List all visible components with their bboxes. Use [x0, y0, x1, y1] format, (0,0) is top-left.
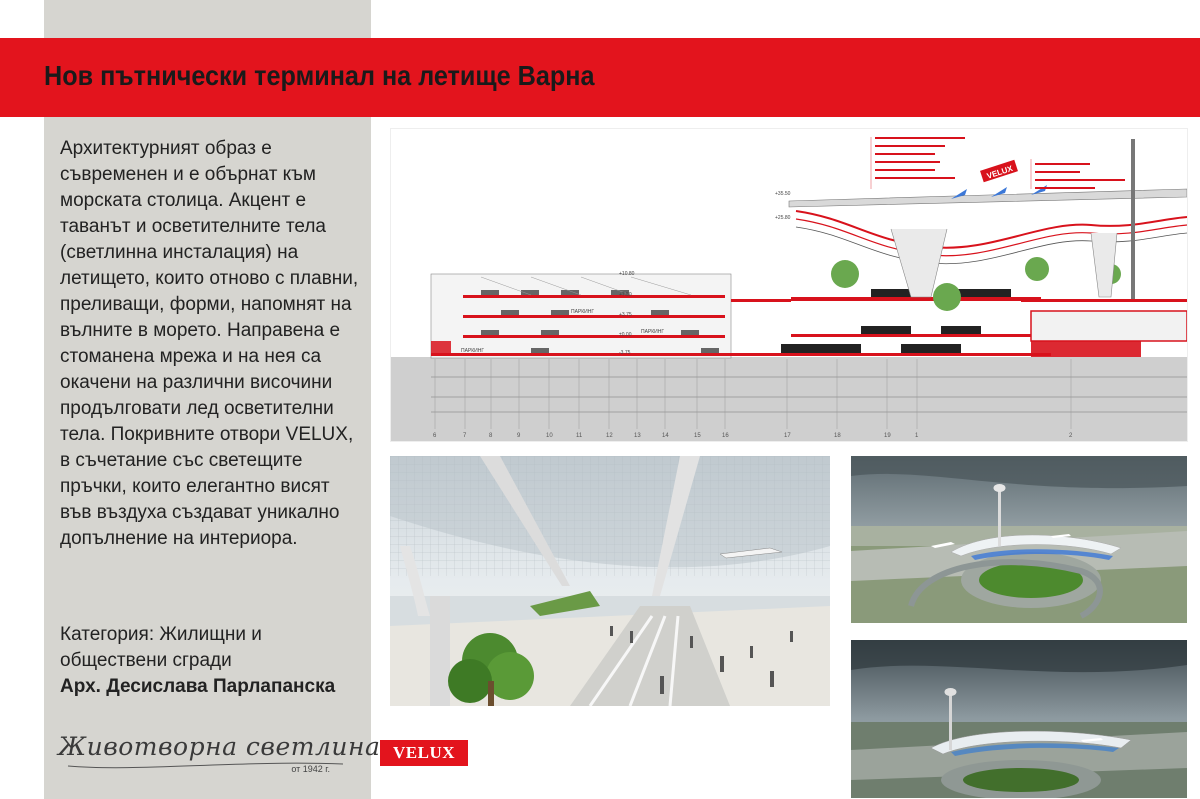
axis-label: 19 — [884, 433, 891, 439]
axis-label: 6 — [433, 433, 437, 439]
signature-since: от 1942 г. — [291, 764, 330, 774]
axis-label: 12 — [606, 433, 613, 439]
category-line-1: Категория: Жилищни и — [60, 624, 262, 645]
level-label: +35.50 — [775, 191, 791, 197]
axis-label: 8 — [489, 433, 493, 439]
level-label: -3.75 — [619, 350, 631, 356]
level-label: +25.80 — [775, 215, 791, 221]
title-banner — [0, 38, 1200, 117]
parking-label: ПАРКИНГ — [461, 348, 485, 354]
cross-section-drawing — [390, 128, 1188, 442]
category-line-2: обществени сгради — [60, 650, 232, 671]
project-description: Архитектурният образ е съвременен и е обърнат към морската столица. Акцент е таванът и осветителните тела (светлинна инсталация) на летището, които отново с плавни, преливащи, форми, напомнят на вълните в морето. Направена е стоманена мрежа и на нея са окачени на различни височини продълговати лед осветителни тела. Покривните отвори VELUX, в съчетание със светещите пръчки, които елегантно висят във въздуха създават уникално допълнение на интериора. — [60, 138, 359, 549]
level-label: +10.80 — [619, 271, 635, 277]
axis-label: 2 — [1069, 433, 1073, 439]
axis-label: 11 — [576, 433, 583, 439]
axis-label: 18 — [834, 433, 841, 439]
level-label: ±0.00 — [619, 332, 632, 338]
level-label: +7.50 — [619, 292, 632, 298]
axis-label: 14 — [662, 433, 669, 439]
axis-label: 17 — [784, 433, 791, 439]
project-credits — [60, 622, 360, 700]
signature-script: Животворна светлина — [58, 732, 381, 761]
parking-label: ПАРКИНГ — [641, 329, 665, 335]
aerial-rendering-2 — [851, 640, 1187, 798]
axis-label: 9 — [517, 433, 521, 439]
velux-logo: VELUX — [380, 740, 468, 766]
axis-label: 16 — [722, 433, 729, 439]
ground-fill — [391, 357, 1187, 441]
level-label: +3.75 — [619, 312, 632, 318]
axis-label: 15 — [694, 433, 701, 439]
signature-logo — [58, 728, 381, 788]
axis-label: 7 — [463, 433, 467, 439]
page-title: Нов пътнически терминал на летище Варна — [44, 60, 595, 91]
axis-label: 1 — [915, 433, 919, 439]
velux-tag: VELUX — [985, 163, 1014, 181]
parking-label: ПАРКИНГ — [571, 309, 595, 315]
interior-rendering — [390, 456, 830, 706]
aerial-rendering-1 — [851, 456, 1187, 623]
axis-label: 13 — [634, 433, 641, 439]
section-svg — [391, 129, 1187, 441]
axis-label: 10 — [546, 433, 553, 439]
author-name: Арх. Десислава Парлапанска — [60, 676, 336, 697]
